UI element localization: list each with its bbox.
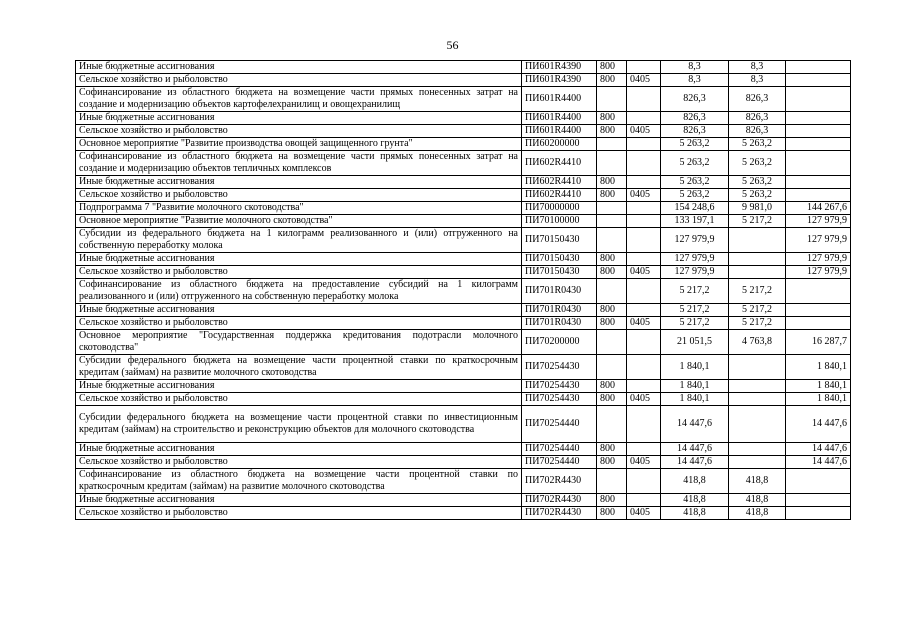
cell-amount-regional	[729, 380, 786, 393]
cell-target-article: ПИ70150430	[522, 228, 597, 253]
cell-section	[627, 279, 661, 304]
cell-amount-regional	[729, 266, 786, 279]
cell-amount-federal	[786, 138, 851, 151]
cell-target-article: ПИ70000000	[522, 202, 597, 215]
table-row	[76, 189, 851, 202]
cell-name: Основное мероприятие "Государственная поддержка кредитования подотрасли молочного скотоводства"	[76, 330, 522, 355]
cell-name: Сельское хозяйство и рыболовство	[76, 507, 522, 520]
cell-expense-type: 800	[597, 507, 627, 520]
cell-section	[627, 406, 661, 443]
cell-target-article: ПИ601R4390	[522, 61, 597, 74]
cell-target-article: ПИ702R4430	[522, 494, 597, 507]
cell-target-article: ПИ602R4410	[522, 189, 597, 202]
cell-amount-total: 418,8	[661, 494, 729, 507]
cell-target-article: ПИ70150430	[522, 266, 597, 279]
cell-amount-regional: 826,3	[729, 87, 786, 112]
cell-target-article: ПИ70254430	[522, 380, 597, 393]
cell-amount-total: 133 197,1	[661, 215, 729, 228]
table-row	[76, 494, 851, 507]
cell-section	[627, 151, 661, 176]
cell-expense-type: 800	[597, 443, 627, 456]
cell-target-article: ПИ601R4400	[522, 87, 597, 112]
cell-name: Основное мероприятие "Развитие производства овощей защищенного грунта"	[76, 138, 522, 151]
cell-amount-total: 5 217,2	[661, 317, 729, 330]
cell-target-article: ПИ601R4400	[522, 125, 597, 138]
cell-name: Иные бюджетные ассигнования	[76, 176, 522, 189]
cell-amount-federal	[786, 317, 851, 330]
cell-amount-regional: 9 981,0	[729, 202, 786, 215]
table-row	[76, 380, 851, 393]
cell-amount-total: 8,3	[661, 61, 729, 74]
cell-name: Основное мероприятие "Развитие молочного скотоводства"	[76, 215, 522, 228]
cell-name: Иные бюджетные ассигнования	[76, 61, 522, 74]
cell-name: Сельское хозяйство и рыболовство	[76, 393, 522, 406]
cell-expense-type: 800	[597, 380, 627, 393]
cell-section: 0405	[627, 266, 661, 279]
cell-name: Подпрограмма 7 "Развитие молочного скотоводства"	[76, 202, 522, 215]
cell-amount-federal	[786, 61, 851, 74]
cell-amount-federal: 1 840,1	[786, 355, 851, 380]
cell-amount-total: 1 840,1	[661, 355, 729, 380]
cell-amount-federal	[786, 507, 851, 520]
cell-name: Сельское хозяйство и рыболовство	[76, 189, 522, 202]
cell-section: 0405	[627, 456, 661, 469]
table-row	[76, 61, 851, 74]
table-row	[76, 279, 851, 304]
cell-name: Субсидии из федерального бюджета на 1 килограмм реализованного и (или) отгруженного на собственную переработку молока	[76, 228, 522, 253]
cell-amount-federal: 127 979,9	[786, 228, 851, 253]
cell-amount-total: 5 263,2	[661, 138, 729, 151]
cell-expense-type: 800	[597, 61, 627, 74]
cell-expense-type	[597, 151, 627, 176]
cell-amount-regional: 418,8	[729, 507, 786, 520]
cell-amount-total: 5 263,2	[661, 189, 729, 202]
cell-section: 0405	[627, 125, 661, 138]
cell-section	[627, 304, 661, 317]
table-row	[76, 125, 851, 138]
cell-target-article: ПИ701R0430	[522, 317, 597, 330]
cell-amount-regional	[729, 355, 786, 380]
cell-section	[627, 61, 661, 74]
cell-target-article: ПИ701R0430	[522, 279, 597, 304]
cell-amount-regional: 418,8	[729, 494, 786, 507]
page-number: 56	[446, 38, 459, 52]
table-row	[76, 151, 851, 176]
cell-amount-total: 14 447,6	[661, 406, 729, 443]
cell-expense-type	[597, 228, 627, 253]
cell-name: Сельское хозяйство и рыболовство	[76, 317, 522, 330]
cell-amount-federal: 16 287,7	[786, 330, 851, 355]
cell-target-article: ПИ70200000	[522, 330, 597, 355]
cell-target-article: ПИ602R4410	[522, 151, 597, 176]
cell-section	[627, 112, 661, 125]
cell-amount-regional: 418,8	[729, 469, 786, 494]
cell-expense-type: 800	[597, 393, 627, 406]
cell-expense-type: 800	[597, 266, 627, 279]
cell-amount-total: 14 447,6	[661, 443, 729, 456]
cell-amount-total: 21 051,5	[661, 330, 729, 355]
table-row	[76, 507, 851, 520]
table-row	[76, 176, 851, 189]
cell-expense-type: 800	[597, 112, 627, 125]
cell-amount-regional: 826,3	[729, 112, 786, 125]
cell-section	[627, 87, 661, 112]
cell-amount-regional	[729, 406, 786, 443]
cell-amount-federal	[786, 176, 851, 189]
table-row	[76, 330, 851, 355]
cell-expense-type: 800	[597, 189, 627, 202]
cell-section	[627, 228, 661, 253]
table-row	[76, 253, 851, 266]
cell-expense-type	[597, 202, 627, 215]
cell-expense-type: 800	[597, 74, 627, 87]
cell-name: Субсидии федерального бюджета на возмещение части процентной ставки по инвестиционным кредитам (займам) на строительство и реконструкцию объектов для молочного скотоводства	[76, 406, 522, 443]
cell-amount-regional: 5 263,2	[729, 189, 786, 202]
cell-amount-regional	[729, 228, 786, 253]
cell-amount-total: 1 840,1	[661, 380, 729, 393]
cell-amount-total: 8,3	[661, 74, 729, 87]
cell-amount-regional: 5 263,2	[729, 151, 786, 176]
cell-amount-regional	[729, 456, 786, 469]
cell-amount-federal: 127 979,9	[786, 266, 851, 279]
table-row	[76, 393, 851, 406]
cell-amount-total: 5 217,2	[661, 304, 729, 317]
cell-amount-regional: 8,3	[729, 74, 786, 87]
cell-name: Иные бюджетные ассигнования	[76, 253, 522, 266]
cell-expense-type	[597, 138, 627, 151]
cell-name: Сельское хозяйство и рыболовство	[76, 266, 522, 279]
cell-section	[627, 176, 661, 189]
cell-amount-federal: 127 979,9	[786, 253, 851, 266]
table-row	[76, 228, 851, 253]
cell-amount-total: 418,8	[661, 469, 729, 494]
table-row	[76, 406, 851, 443]
table-row	[76, 443, 851, 456]
cell-target-article: ПИ70150430	[522, 253, 597, 266]
cell-expense-type	[597, 279, 627, 304]
cell-name: Сельское хозяйство и рыболовство	[76, 74, 522, 87]
cell-name: Софинансирование из областного бюджета на возмещение части прямых понесенных затрат на создание и модернизацию объектов картофелехранилищ и овощехранилищ	[76, 87, 522, 112]
cell-section	[627, 330, 661, 355]
cell-section: 0405	[627, 317, 661, 330]
cell-amount-total: 14 447,6	[661, 456, 729, 469]
cell-name: Иные бюджетные ассигнования	[76, 304, 522, 317]
cell-amount-regional: 8,3	[729, 61, 786, 74]
cell-amount-regional: 5 217,2	[729, 215, 786, 228]
cell-section	[627, 380, 661, 393]
cell-target-article: ПИ70254440	[522, 456, 597, 469]
cell-amount-total: 127 979,9	[661, 266, 729, 279]
cell-expense-type	[597, 330, 627, 355]
cell-amount-total: 826,3	[661, 112, 729, 125]
table-row	[76, 138, 851, 151]
cell-amount-regional: 5 217,2	[729, 317, 786, 330]
cell-amount-regional: 826,3	[729, 125, 786, 138]
cell-name: Софинансирование из областного бюджета на возмещение части процентной ставки по краткосрочным кредитам (займам) на развитие молочного скотоводства	[76, 469, 522, 494]
cell-target-article: ПИ601R4400	[522, 112, 597, 125]
cell-target-article: ПИ70254440	[522, 406, 597, 443]
cell-amount-total: 5 263,2	[661, 176, 729, 189]
cell-section	[627, 494, 661, 507]
cell-expense-type: 800	[597, 494, 627, 507]
cell-expense-type	[597, 355, 627, 380]
cell-amount-federal: 14 447,6	[786, 406, 851, 443]
cell-name: Софинансирование из областного бюджета на возмещение части прямых понесенных затрат на создание и модернизацию объектов тепличных комплексов	[76, 151, 522, 176]
cell-amount-total: 418,8	[661, 507, 729, 520]
cell-expense-type: 800	[597, 317, 627, 330]
cell-amount-total: 826,3	[661, 87, 729, 112]
cell-name: Субсидии федерального бюджета на возмещение части процентной ставки по краткосрочным кредитам (займам) на развитие молочного скотоводства	[76, 355, 522, 380]
cell-amount-federal: 144 267,6	[786, 202, 851, 215]
cell-expense-type: 800	[597, 125, 627, 138]
cell-section: 0405	[627, 189, 661, 202]
cell-amount-federal	[786, 151, 851, 176]
cell-name: Софинансирование из областного бюджета на предоставление субсидий на 1 килограмм реализованного и (или) отгруженного на собственную переработку молока	[76, 279, 522, 304]
table-row	[76, 317, 851, 330]
cell-expense-type	[597, 215, 627, 228]
cell-target-article: ПИ701R0430	[522, 304, 597, 317]
cell-amount-total: 5 217,2	[661, 279, 729, 304]
cell-expense-type: 800	[597, 176, 627, 189]
cell-expense-type	[597, 87, 627, 112]
table-body	[76, 61, 851, 520]
cell-amount-total: 127 979,9	[661, 253, 729, 266]
cell-amount-federal: 1 840,1	[786, 393, 851, 406]
cell-amount-federal	[786, 279, 851, 304]
cell-expense-type	[597, 406, 627, 443]
cell-target-article: ПИ60200000	[522, 138, 597, 151]
cell-target-article: ПИ702R4430	[522, 469, 597, 494]
cell-target-article: ПИ70254430	[522, 355, 597, 380]
cell-amount-regional: 5 217,2	[729, 304, 786, 317]
cell-amount-federal: 14 447,6	[786, 456, 851, 469]
cell-name: Иные бюджетные ассигнования	[76, 443, 522, 456]
cell-section: 0405	[627, 74, 661, 87]
cell-section	[627, 215, 661, 228]
cell-amount-federal: 14 447,6	[786, 443, 851, 456]
cell-name: Иные бюджетные ассигнования	[76, 112, 522, 125]
table-row	[76, 112, 851, 125]
cell-target-article: ПИ702R4430	[522, 507, 597, 520]
cell-section: 0405	[627, 393, 661, 406]
cell-target-article: ПИ70100000	[522, 215, 597, 228]
cell-amount-federal	[786, 112, 851, 125]
cell-amount-federal	[786, 87, 851, 112]
cell-section	[627, 355, 661, 380]
cell-name: Иные бюджетные ассигнования	[76, 380, 522, 393]
cell-amount-federal	[786, 125, 851, 138]
cell-amount-total: 1 840,1	[661, 393, 729, 406]
cell-amount-regional	[729, 393, 786, 406]
cell-expense-type: 800	[597, 456, 627, 469]
cell-expense-type: 800	[597, 304, 627, 317]
cell-target-article: ПИ601R4390	[522, 74, 597, 87]
cell-amount-total: 127 979,9	[661, 228, 729, 253]
cell-target-article: ПИ70254430	[522, 393, 597, 406]
table-row	[76, 74, 851, 87]
cell-section	[627, 253, 661, 266]
cell-section: 0405	[627, 507, 661, 520]
cell-amount-regional	[729, 253, 786, 266]
table-row	[76, 456, 851, 469]
table-row	[76, 469, 851, 494]
cell-section	[627, 138, 661, 151]
cell-section	[627, 469, 661, 494]
table-row	[76, 304, 851, 317]
cell-amount-regional	[729, 443, 786, 456]
cell-amount-federal	[786, 189, 851, 202]
cell-amount-total: 5 263,2	[661, 151, 729, 176]
cell-name: Иные бюджетные ассигнования	[76, 494, 522, 507]
cell-amount-regional: 5 217,2	[729, 279, 786, 304]
table-row	[76, 266, 851, 279]
cell-amount-federal: 1 840,1	[786, 380, 851, 393]
table-row	[76, 215, 851, 228]
cell-amount-federal	[786, 469, 851, 494]
cell-amount-regional: 5 263,2	[729, 138, 786, 151]
table-row	[76, 355, 851, 380]
cell-amount-federal: 127 979,9	[786, 215, 851, 228]
cell-name: Сельское хозяйство и рыболовство	[76, 125, 522, 138]
table-row	[76, 87, 851, 112]
cell-amount-regional: 5 263,2	[729, 176, 786, 189]
cell-expense-type	[597, 469, 627, 494]
table-row	[76, 202, 851, 215]
cell-section	[627, 443, 661, 456]
cell-amount-federal	[786, 74, 851, 87]
cell-amount-total: 154 248,6	[661, 202, 729, 215]
cell-name: Сельское хозяйство и рыболовство	[76, 456, 522, 469]
budget-table	[75, 60, 851, 520]
cell-amount-federal	[786, 494, 851, 507]
cell-amount-total: 826,3	[661, 125, 729, 138]
cell-expense-type: 800	[597, 253, 627, 266]
cell-target-article: ПИ602R4410	[522, 176, 597, 189]
cell-section	[627, 202, 661, 215]
cell-amount-federal	[786, 304, 851, 317]
cell-target-article: ПИ70254440	[522, 443, 597, 456]
cell-amount-regional: 4 763,8	[729, 330, 786, 355]
